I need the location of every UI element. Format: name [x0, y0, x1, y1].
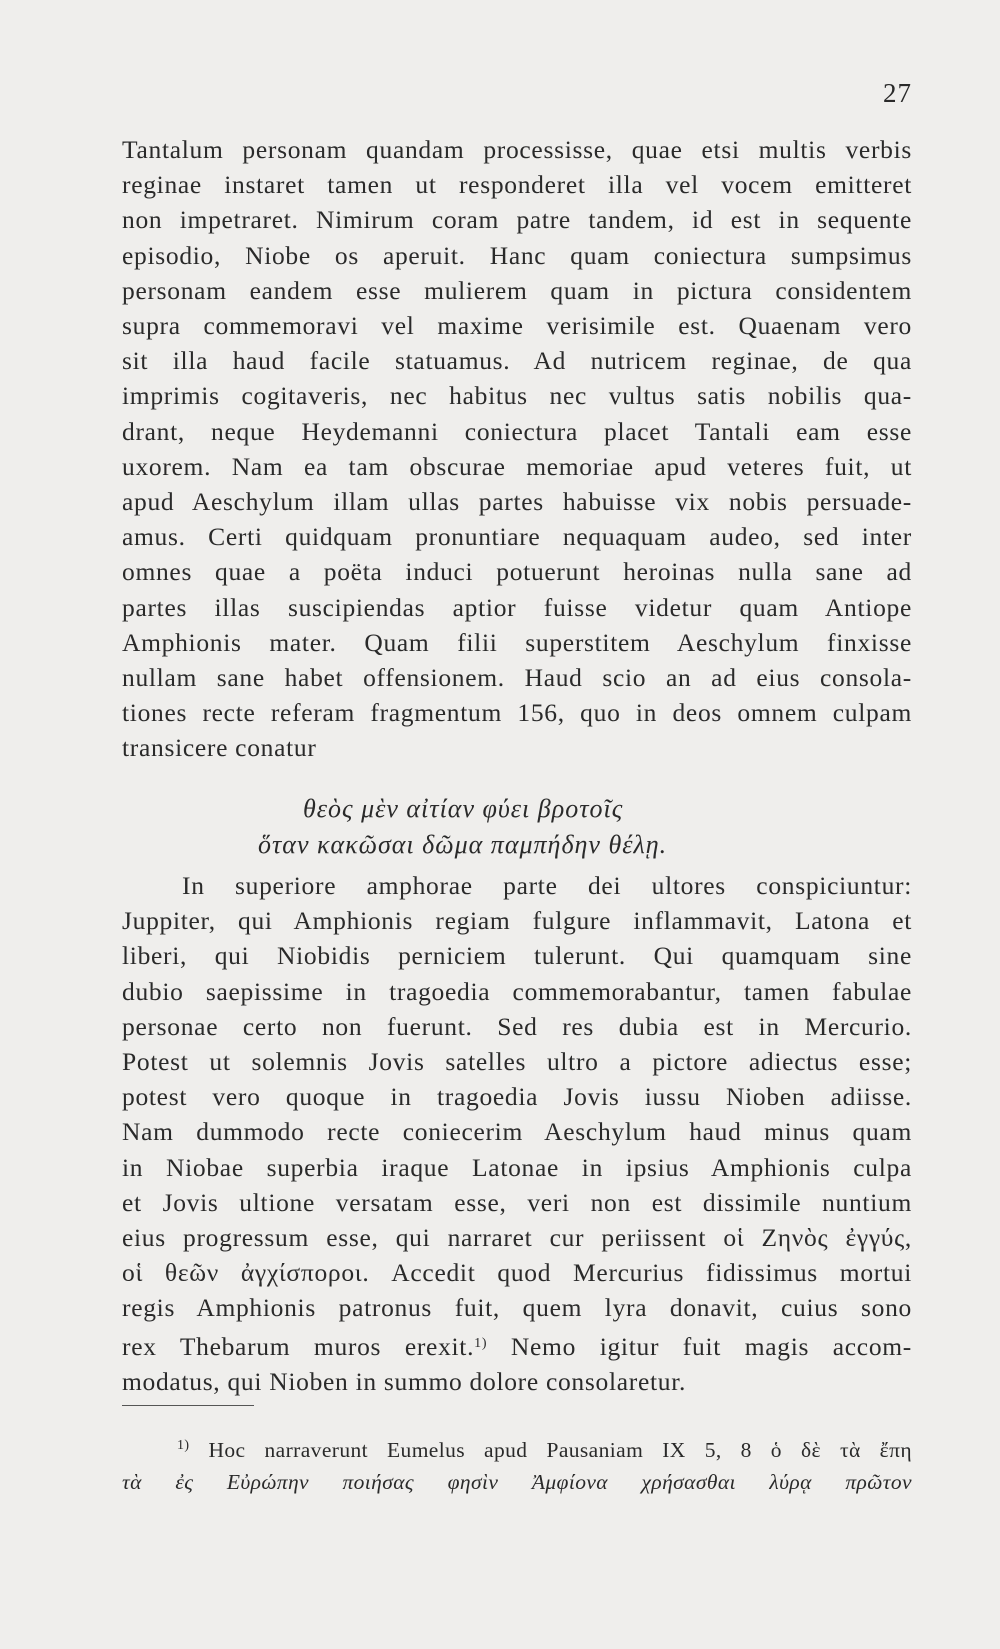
text-line: non impetraret. Nimirum coram patre tandem, id est in sequente: [122, 205, 912, 235]
footnote-text: Hoc narraverunt Eumelus apud Pausaniam IX 5, 8 ὁ δὲ τὰ ἔπη: [208, 1438, 912, 1462]
text-line: eius progressum esse, qui narraret cur periissent οἱ Ζηνὸς ἐγγύς,: [122, 1223, 912, 1253]
text-line: Nam dummodo recte coniecerim Aeschylum haud minus quam: [122, 1117, 912, 1147]
footnote-line: [122, 1430, 912, 1466]
text-fragment: Nemo igitur fuit magis accom-: [510, 1331, 912, 1361]
text-line: episodio, Niobe os aperuit. Hanc quam coniectura sumpsimus: [122, 240, 912, 270]
footnote: [122, 1430, 912, 1498]
text-line: potest vero quoque in tragoedia Jovis iussu Nioben adiisse.: [122, 1082, 912, 1112]
text-line: supra commemoravi vel maxime verisimile est. Quaenam vero: [122, 311, 912, 341]
text-line: Amphionis mater. Quam filii superstitem Aeschylum finxisse: [122, 627, 912, 657]
text-line-with-footnote-ref: [122, 1326, 912, 1364]
text-line: amus. Certi quidquam pronuntiare nequaquam audeo, sed inter: [122, 522, 912, 552]
text-line: drant, neque Heydemanni coniectura placet Tantali eam esse: [122, 416, 912, 446]
text-line: reginae instaret tamen ut responderet illa vel vocem emitteret: [122, 170, 912, 200]
text-line: οἱ θεῶν ἀγχίσποροι. Accedit quod Mercurius fidissimus mortui: [122, 1258, 912, 1288]
footnote-line: τὰ ἐς Εὐρώπην ποιήσας φησὶν Ἀμφίονα χρήσασθαι λύρᾳ πρῶτον: [122, 1470, 912, 1494]
quote-line: θεὸς μὲν αἰτίαν φύει βροτοῖς: [303, 794, 624, 823]
text-line: liberi, qui Niobidis perniciem tulerunt. Qui quamquam sine: [122, 941, 912, 971]
text-line: imprimis cogitaveris, nec habitus nec vultus satis nobilis qua-: [122, 381, 912, 411]
page-number: 27: [883, 78, 912, 108]
text-line: modatus, qui Nioben in summo dolore consolaretur.: [122, 1366, 687, 1396]
footnote-divider: [122, 1405, 254, 1406]
text-line: transicere conatur: [122, 733, 317, 763]
paragraph-1: [122, 132, 912, 766]
text-line: in Niobae superbia iraque Latonae in ipsius Amphionis culpa: [122, 1152, 912, 1182]
text-line: uxorem. Nam ea tam obscurae memoriae apud veteres fuit, ut: [122, 451, 912, 481]
footnote-marker: 1): [177, 1438, 190, 1453]
text-line: regis Amphionis patronus fuit, quem lyra donavit, cuius sono: [122, 1293, 912, 1323]
text-line: et Jovis ultione versatam esse, veri non est dissimile nuntium: [122, 1187, 912, 1217]
text-line: apud Aeschylum illam ullas partes habuisse vix nobis persuade-: [122, 487, 912, 517]
text-line: partes illas suscipiendas aptior fuisse videtur quam Antiope: [122, 592, 912, 622]
text-line: personae certo non fuerunt. Sed res dubia est in Mercurio.: [122, 1011, 912, 1041]
text-line: Tantalum personam quandam processisse, quae etsi multis verbis: [122, 135, 912, 164]
text-line: nullam sane habet offensionem. Haud scio an ad eius consola-: [122, 663, 912, 693]
quote-line: ὅταν κακῶσαι δῶμα παμπήδην θέλῃ.: [258, 830, 668, 859]
text-line: Potest ut solemnis Jovis satelles ultro a pictore adiectus esse;: [122, 1047, 912, 1077]
text-line: personam eandem esse mulierem quam in pictura considentem: [122, 275, 912, 305]
text-line: omnes quae a poëta induci potuerunt heroinas nulla sane ad: [122, 557, 912, 587]
paragraph-2: [122, 868, 912, 1399]
text-line: dubio saepissime in tragoedia commemorabantur, tamen fabulae: [122, 976, 912, 1006]
text-line: In superiore amphorae parte dei ultores conspiciuntur:: [182, 871, 912, 900]
text-line: sit illa haud facile statuamus. Ad nutricem reginae, de qua: [122, 346, 912, 376]
text-line: tiones recte referam fragmentum 156, quo in deos omnem culpam: [122, 698, 912, 728]
text-fragment: rex Thebarum muros erexit.: [122, 1331, 475, 1361]
footnote-reference: 1): [474, 1335, 488, 1351]
text-line: Juppiter, qui Amphionis regiam fulgure inflammavit, Latona et: [122, 906, 912, 936]
